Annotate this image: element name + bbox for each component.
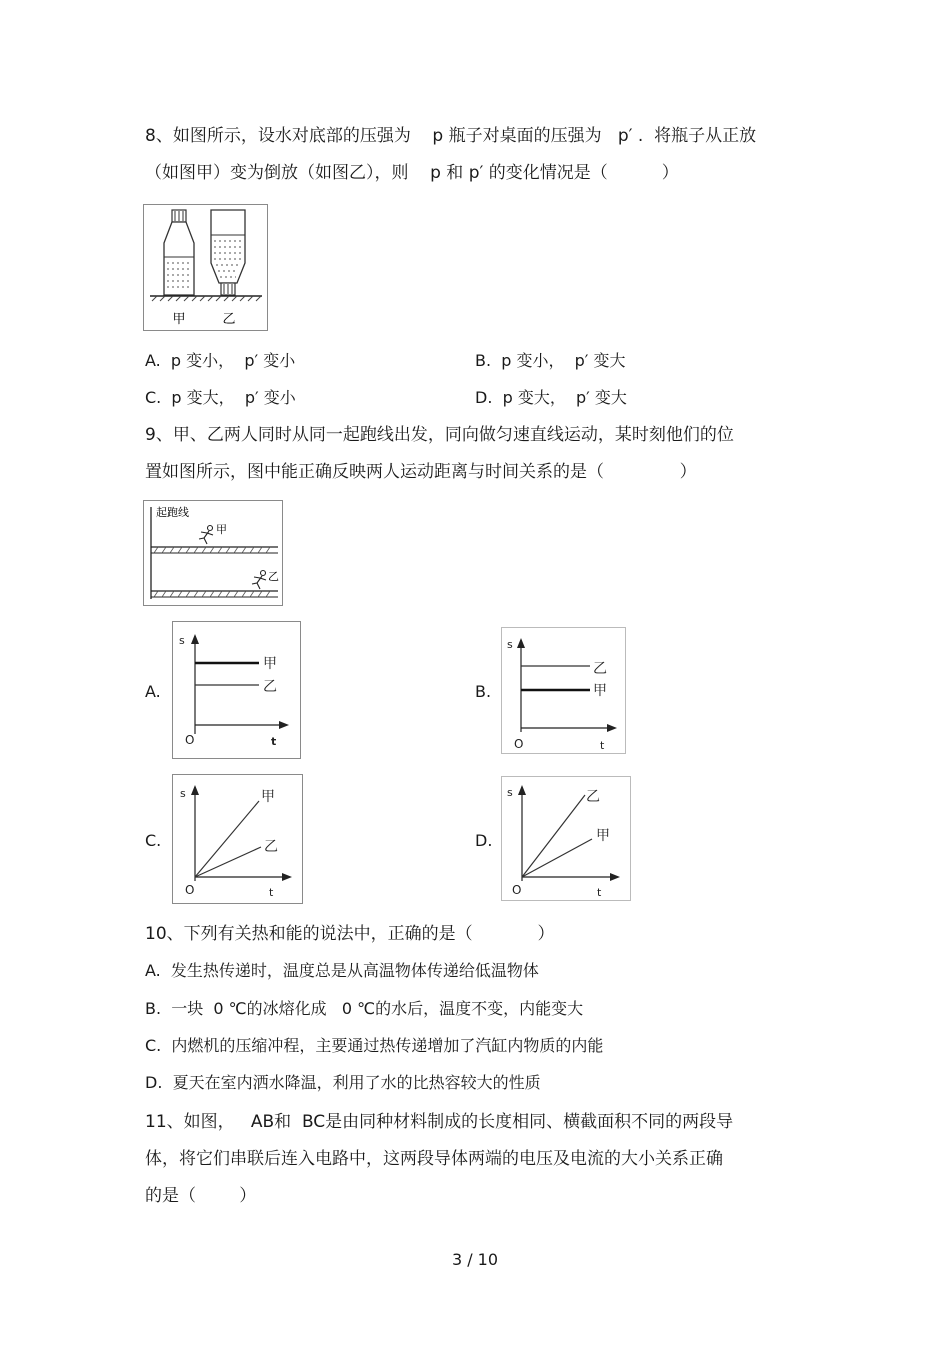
q8-option-a[interactable]: A. p 变小， p′ 变小 <box>145 351 296 370</box>
graph-a-label-jia: 甲 <box>263 656 277 672</box>
q8-option-c[interactable]: C. p 变大， p′ 变小 <box>145 388 296 407</box>
q9-option-c-graph[interactable] <box>172 774 303 904</box>
q9-start-line-figure <box>143 500 283 606</box>
graph-d-label-jia: 甲 <box>596 828 610 844</box>
graph-a-label-yi: 乙 <box>263 679 277 695</box>
bottle-illustration <box>144 205 267 330</box>
runner-jia-icon <box>199 526 213 545</box>
graph-b-s-label: s <box>507 638 513 651</box>
q9-option-a-graph[interactable] <box>172 621 301 759</box>
runner-jia-label: 甲 <box>216 523 227 536</box>
runners-illustration <box>144 501 282 605</box>
graph-c-s-arrow-icon <box>191 785 199 795</box>
q10-stem: 10、下列有关热和能的说法中，正确的是（ ） <box>145 924 555 944</box>
graph-a-s-label: s <box>179 634 185 647</box>
graph-d-t-label: t <box>597 886 602 899</box>
graph-c-label-yi: 乙 <box>264 839 278 855</box>
graph-c-label-jia: 甲 <box>261 789 275 805</box>
graph-d-origin: O <box>512 883 522 897</box>
graph-c-line-yi <box>195 847 261 877</box>
q8-option-b[interactable]: B. p 变小， p′ 变大 <box>475 351 626 370</box>
figure-label-yi: 乙 <box>222 312 236 327</box>
graph-a-t-arrow-icon <box>279 721 289 729</box>
graph-b-svg <box>502 628 625 753</box>
graph-a-t-label: t <box>271 735 277 748</box>
q11-stem-line2: 体，将它们串联后连入电路中，这两段导体两端的电压及电流的大小关系正确 <box>145 1149 723 1169</box>
q9-stem-line1: 9、甲、乙两人同时从同一起跑线出发，同向做匀速直线运动，某时刻他们的位 <box>145 425 734 445</box>
q9-option-a-letter[interactable]: A. <box>145 682 161 701</box>
graph-d-label-yi: 乙 <box>586 789 600 805</box>
start-line-label: 起跑线 <box>156 506 189 519</box>
graph-b-label-jia: 甲 <box>593 683 607 699</box>
q10-option-c[interactable]: C. 内燃机的压缩冲程，主要通过热传递增加了汽缸内物质的内能 <box>145 1036 604 1055</box>
q10-option-d[interactable]: D. 夏天在室内洒水降温，利用了水的比热容较大的性质 <box>145 1073 541 1092</box>
graph-d-line-jia <box>522 839 592 877</box>
graph-c-s-label: s <box>180 787 186 800</box>
graph-d-s-label: s <box>507 786 513 799</box>
graph-b-origin: O <box>514 737 524 751</box>
graph-b-label-yi: 乙 <box>593 661 607 677</box>
graph-a-origin: O <box>185 733 195 747</box>
runner-yi-label: 乙 <box>268 570 279 583</box>
graph-d-svg <box>502 777 630 900</box>
q8-option-d[interactable]: D. p 变大， p′ 变大 <box>475 388 627 407</box>
graph-c-origin: O <box>185 883 195 897</box>
graph-b-t-label: t <box>600 739 605 752</box>
q9-option-d-letter[interactable]: D. <box>475 831 493 850</box>
q11-stem-line1: 11、如图， AB和 BC是由同种材料制成的长度相同、横截面积不同的两段导 <box>145 1112 734 1132</box>
graph-d-line-yi <box>522 795 585 877</box>
q9-option-b-letter[interactable]: B. <box>475 682 492 701</box>
page-number: 3 / 10 <box>451 1250 499 1269</box>
graph-a-svg <box>173 622 300 758</box>
q10-option-a[interactable]: A. 发生热传递时，温度总是从高温物体传递给低温物体 <box>145 961 539 980</box>
q9-option-c-letter[interactable]: C. <box>145 831 162 850</box>
graph-d-s-arrow-icon <box>518 785 526 795</box>
runner-yi-icon <box>252 571 266 590</box>
q11-stem-line3: 的是（ ） <box>145 1186 257 1206</box>
q10-option-b[interactable]: B. 一块 0 ℃的冰熔化成 0 ℃的水后，温度不变，内能变大 <box>145 999 584 1018</box>
q8-bottle-figure <box>143 204 268 331</box>
graph-c-svg <box>173 775 302 903</box>
q8-stem-line1: 8、如图所示，设水对底部的压强为 p 瓶子对桌面的压强为 p′ . 将瓶子从正放 <box>145 126 757 146</box>
graph-d-t-arrow-icon <box>610 873 620 881</box>
graph-b-s-arrow-icon <box>517 638 525 648</box>
graph-a-s-arrow-icon <box>191 634 199 644</box>
q9-option-b-graph[interactable] <box>501 627 626 754</box>
graph-c-line-jia <box>195 801 259 877</box>
q9-option-d-graph[interactable] <box>501 776 631 901</box>
q9-stem-line2: 置如图所示，图中能正确反映两人运动距离与时间关系的是（ ） <box>145 462 697 482</box>
graph-c-t-arrow-icon <box>282 873 292 881</box>
graph-c-t-label: t <box>269 886 274 899</box>
graph-b-t-arrow-icon <box>607 724 617 732</box>
q8-stem-line2: （如图甲）变为倒放（如图乙），则 p 和 p′ 的变化情况是（ ） <box>145 163 679 183</box>
figure-label-jia: 甲 <box>172 312 186 327</box>
